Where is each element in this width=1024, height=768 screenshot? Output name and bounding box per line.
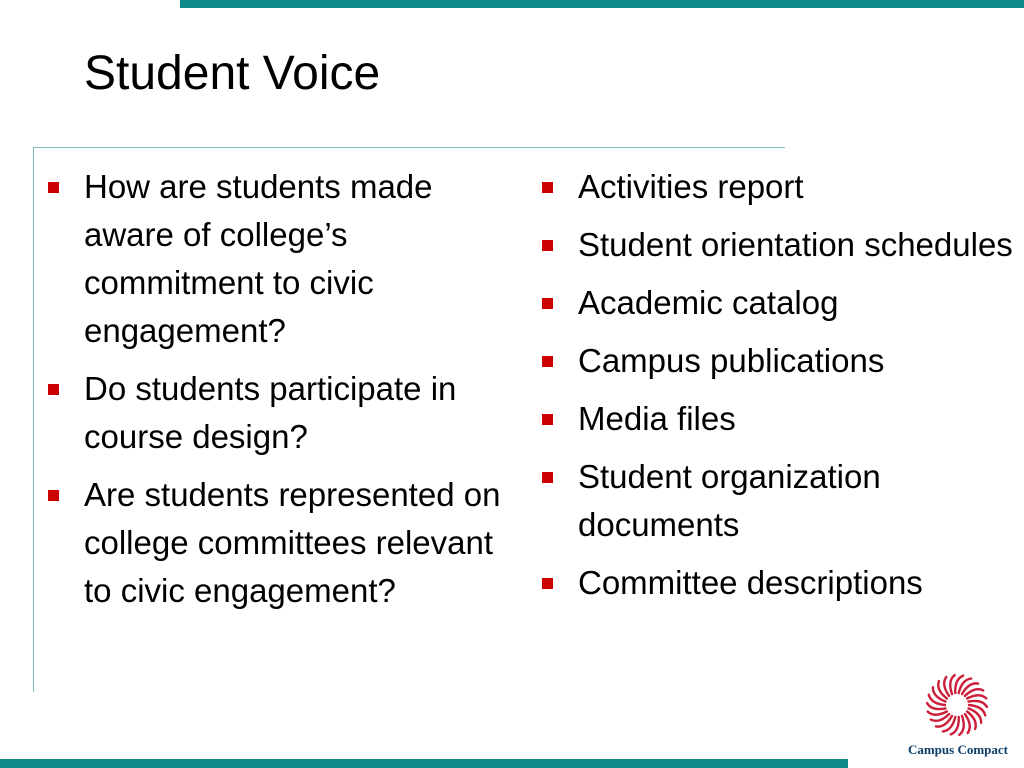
sunburst-ray	[965, 714, 970, 733]
list-item	[578, 221, 1018, 269]
list-item-text: Activities report	[578, 168, 804, 205]
top-accent-bar	[180, 0, 1024, 8]
sunburst-ray	[928, 712, 947, 715]
sunburst-ray	[967, 695, 986, 698]
content-frame-left-line	[33, 147, 34, 692]
bullet-square-icon	[542, 414, 553, 425]
logo-text: Campus Compact	[907, 742, 1009, 757]
list-item	[578, 395, 1018, 443]
bullet-square-icon	[542, 578, 553, 589]
sunburst-logo-icon	[924, 672, 990, 738]
sunburst-ray	[959, 716, 963, 735]
bullet-square-icon	[48, 182, 59, 193]
left-bullet-list	[84, 163, 504, 625]
slide-title: Student Voice	[84, 47, 381, 100]
list-item-text: How are students made aware of college’s commitment to civic engagement?	[84, 168, 433, 349]
list-item-text: Student organization documents	[578, 458, 881, 543]
list-item	[578, 559, 1018, 607]
bullet-square-icon	[48, 384, 59, 395]
list-item-text: Committee descriptions	[578, 564, 923, 601]
sunburst-ray	[950, 675, 954, 694]
bullet-square-icon	[48, 490, 59, 501]
bullet-square-icon	[542, 298, 553, 309]
list-item	[578, 279, 1018, 327]
bullet-square-icon	[542, 472, 553, 483]
bullet-square-icon	[542, 182, 553, 193]
content-frame-top-line	[33, 147, 785, 148]
list-item-text: Academic catalog	[578, 284, 839, 321]
list-item	[84, 471, 504, 615]
list-item-text: Student orientation schedules	[578, 226, 1013, 263]
list-item	[578, 163, 1018, 211]
bottom-accent-bar	[0, 759, 848, 768]
list-item	[578, 337, 1018, 385]
campus-compact-logo	[898, 672, 1018, 762]
list-item	[578, 453, 1018, 549]
right-bullet-list	[578, 163, 1018, 617]
bullet-square-icon	[542, 240, 553, 251]
bullet-square-icon	[542, 356, 553, 367]
list-item-text: Campus publications	[578, 342, 885, 379]
list-item-text: Media files	[578, 400, 736, 437]
list-item-text: Are students represented on college committees relevant to civic engagement?	[84, 476, 501, 609]
list-item	[84, 163, 504, 355]
list-item	[84, 365, 504, 461]
sunburst-ray	[944, 677, 949, 696]
list-item-text: Do students participate in course design?	[84, 370, 457, 455]
